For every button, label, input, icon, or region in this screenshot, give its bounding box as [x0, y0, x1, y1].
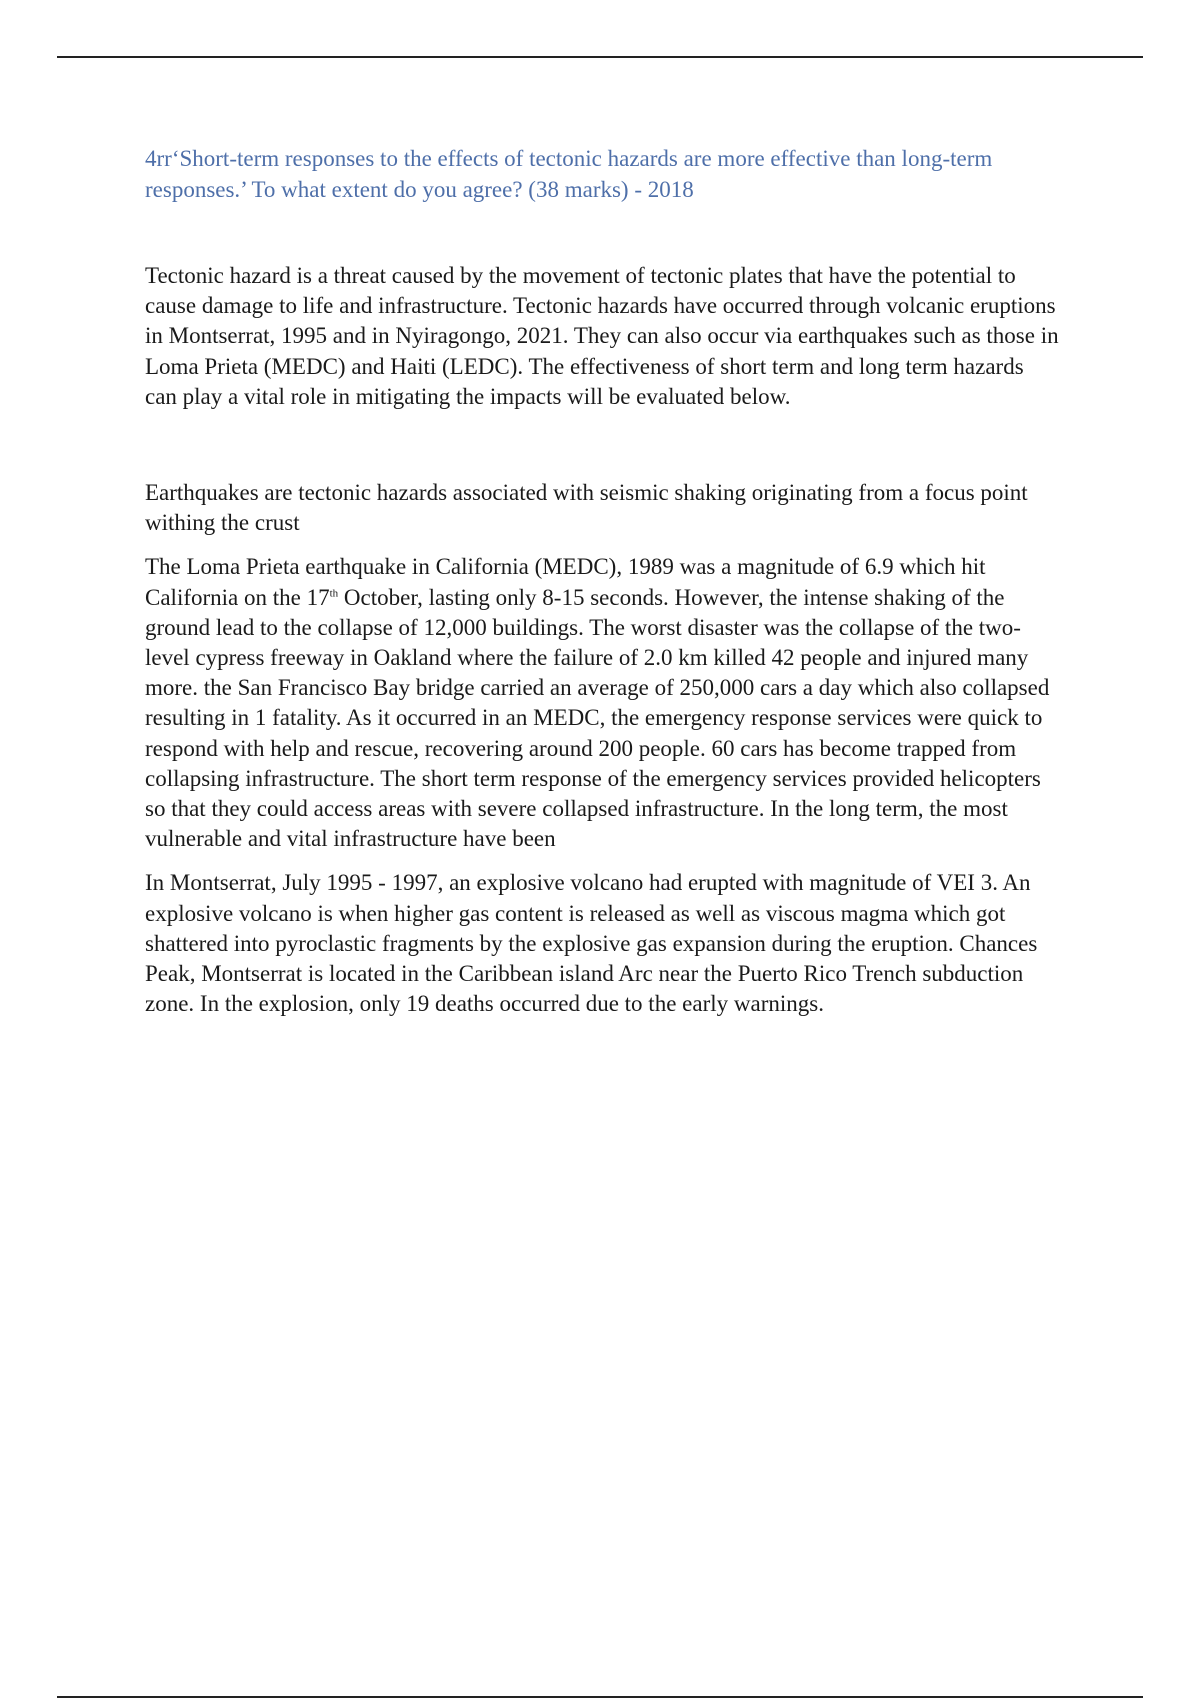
loma-prieta-text-start: The Loma Prieta earthquake in California (MEDC), 1989 was a magnitude of 6.9 which hit California on the 17 — [145, 554, 986, 610]
ordinal-suffix: th — [329, 586, 339, 599]
loma-prieta-text-end: October, lasting only 8-15 seconds. However, the intense shaking of the ground lead to the collapse of 12,000 buildings. The worst disaster was the collapse of the two-level cypress freeway in Oakland where the failure of 2.0 km killed 42 people and injured many more. the San Francisco Bay bridge carried an average of 250,000 cars a day which also collapsed resulting in 1 fatality. As it occurred in an MEDC, the emergency response services were quick to respond with help and rescue, recovering around 200 people. 60 cars has become trapped from collapsing infrastructure. The short term response of the emergency services provided helicopters so that they could access areas with severe collapsed infrastructure. In the long term, the most vulnerable and vital infrastructure have been — [145, 584, 1050, 852]
earthquake-definition-paragraph: Earthquakes are tectonic hazards associated with seismic shaking originating from a focus point withing the crust — [145, 480, 1028, 536]
document-body — [145, 143, 1060, 1019]
loma-prieta-paragraph — [145, 552, 1060, 854]
montserrat-paragraph: In Montserrat, July 1995 - 1997, an explosive volcano had erupted with magnitude of VEI 3. An explosive volcano is when higher gas content is released as well as viscous magma which got shattered into pyroclastic fragments by the explosive gas expansion during the eruption. Chances Peak, Montserrat is located in the Caribbean island Arc near the Puerto Rico Trench subduction zone. In the explosion, only 19 deaths occurred due to the early warnings. — [145, 870, 1038, 1017]
top-rule — [57, 56, 1143, 58]
bottom-rule — [57, 1696, 1143, 1698]
question-heading: 4rr‘Short-term responses to the effects of tectonic hazards are more effective than long-term responses.’ To what extent do you agree? (38 marks) - 2018 — [145, 146, 993, 202]
intro-paragraph: Tectonic hazard is a threat caused by the movement of tectonic plates that have the potential to cause damage to life and infrastructure. Tectonic hazards have occurred through volcanic eruptions in Montserrat, 1995 and in Nyiragongo, 2021. They can also occur via earthquakes such as those in Loma Prieta (MEDC) and Haiti (LEDC). The effectiveness of short term and long term hazards can play a vital role in mitigating the impacts will be evaluated below. — [145, 263, 1059, 409]
